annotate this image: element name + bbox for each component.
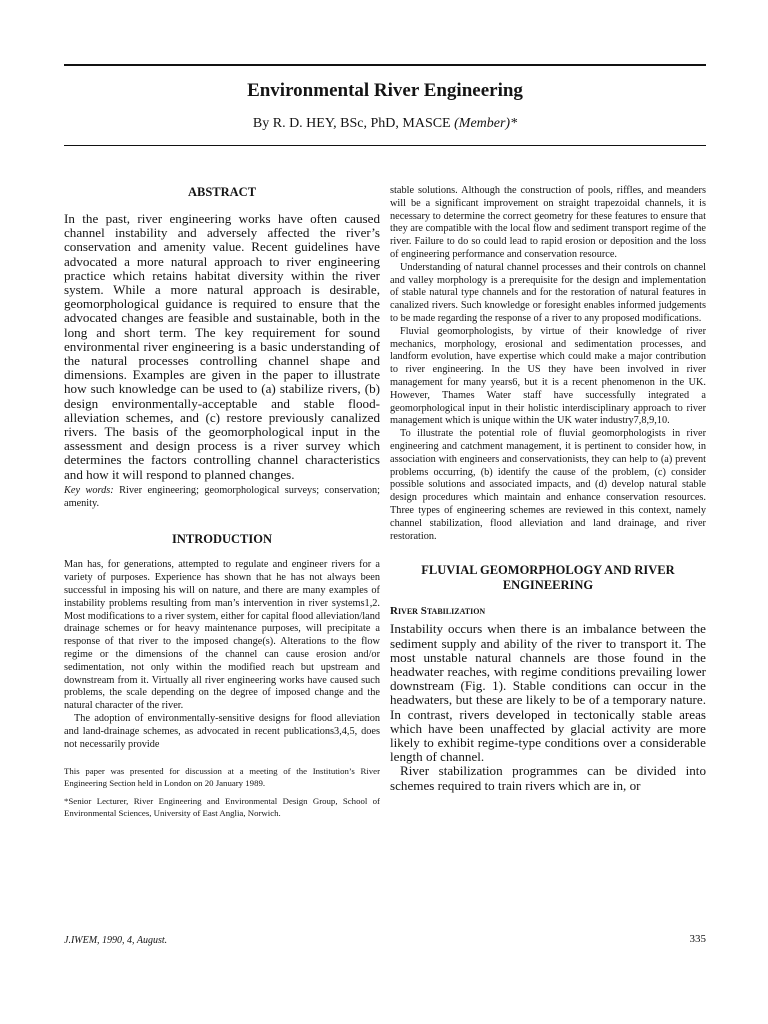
paper-title: Environmental River Engineering (247, 80, 523, 101)
stabilization-paragraph-1: Instability occurs when there is an imbalance between the sediment supply and ability of the river to transport it. The most unstable natural channels are those found in the headwater reaches, with regime conditions prevailing lower downstream (Fig. 1). Stable conditions can occur in the headwaters, but these are likely to be of a temporary nature. In contrast, rivers developed in tectonically stable areas which have been unaffected by glacial activity are more likely to exhibit regime-type conditions over a considerable length of channel. (390, 621, 706, 765)
body-paragraph-3: Fluvial geomorphologists, by virtue of their knowledge of river mechanics, morphology, erosional and sedimentation processes, and landform evolution, have expertise which could make a major contribution to river engineering. In the US they have been involved in river management for many years6, but it is a recent phenomenon in the UK. However, Thames Water staff have successfully integrated a geomorphological input in their holistic interdisciplinary approach to river management which is unique within the UK water industry7,8,9,10. (390, 325, 706, 427)
header-rule (64, 145, 706, 146)
keywords-text: River engineering; geomorphological surveys; conservation; amenity. (64, 484, 380, 509)
abstract-heading: ABSTRACT (187, 185, 257, 199)
journal-citation: J.IWEM, 1990, 4, August. (64, 935, 168, 946)
fluvial-heading: FLUVIAL GEOMORPHOLOGY AND RIVER ENGINEERING (421, 563, 675, 593)
footnote-author: *Senior Lecturer, River Engineering and Environmental Design Group, School of Environmental Sciences, University of East Anglia, Norwich. (64, 796, 380, 819)
body-paragraph-1: stable solutions. Although the construction of pools, riffles, and meanders will be a significant improvement on straight trapezoidal channels, it is necessary to determine the correct geometry for these features to ensure that they are compatible with the local flow and sediment transport regime of the river. Failure to do so could lead to rapid erosion or deposition and the loss of engineering performance and conservation resource. (390, 185, 706, 260)
introduction-heading: INTRODUCTION (171, 532, 272, 547)
stabilization-paragraph-2: River stabilization programmes can be divided into schemes required to train rivers which are in, or (390, 763, 706, 793)
body-paragraph-2: Understanding of natural channel processes and their controls on channel and valley morphology is a prerequisite for the design and implementation of stable natural type channels and for the restoration of natural features in canalized rivers. Such knowledge or foresight enables informed judgements to be made regarding the response of a river to any proposed modifications. (390, 261, 706, 324)
byline-member: (Member)* (454, 116, 518, 131)
left-column (64, 185, 380, 819)
abstract-text: In the past, river engineering works have often caused channel instability and adversely affected the river’s conservation and amenity value. Recent guidelines have advocated a more natural approach to river engineering practice which retains habitat diversity within the river system. While a more natural approach is desirable, geomorphological guidance is required to ensure that the advocated changes are feasible and sustainable, both in the long and short term. The key requirement for sound environmental river engineering is a basic understanding of the natural processes controlling channel shape and dimensions. Examples are given in the paper to illustrate how such knowledge can be used to (a) stabilize rivers, (b) design environmentally-acceptable and stable flood-alleviation schemes, and (c) restore previously canalized rivers. The basis of the geomorphological input in the assessment and design process is a river survey which determines the factors controlling channel characteristics and how it will respond to planned changes. (64, 211, 380, 482)
byline (64, 116, 706, 132)
keywords-label: Key words: (64, 484, 114, 496)
byline-author: By R. D. HEY, BSc, PhD, MASCE (252, 116, 451, 131)
top-rule (64, 64, 706, 66)
keywords (64, 485, 380, 511)
introduction-paragraph-2: The adoption of environmentally-sensitive designs for flood alleviation and land-drainage schemes, as advocated in recent publications3,4,5, does not necessarily provide (64, 713, 380, 750)
right-column (390, 185, 706, 793)
page-number: 335 (689, 933, 706, 945)
footnote-presentation: This paper was presented for discussion at a meeting of the Institution’s River Engineering Section held in London on 20 January 1989. (64, 766, 380, 789)
body-paragraph-4: To illustrate the potential role of fluvial geomorphologists in river engineering and catchment management, it is pertinent to consider how, in association with engineers and conservationists, they can help to (a) prevent problems occurring, (b) identify the cause of the problem, (c) consider possible solutions and associated impacts, and (d) develop natural stable design procedures which maintain and enhance conservation resources. Three types of engineering schemes are reviewed in this context, namely channel stabilization, flood alleviation and land drainage, and river restoration. (390, 428, 706, 542)
introduction-paragraph-1: Man has, for generations, attempted to regulate and engineer rivers for a variety of purposes. Experience has shown that he has not always been successful in imposing his will on nature, and there are many examples of instability problems resulting from man’s intervention in river systems1,2. Most modifications to a river system, either for capital flood alleviation/land drainage schemes or for heavy maintenance purposes, will precipitate a response of that river to the imposed change(s). Alterations to the flow regime or the dimensions of the channel can cause erosion and/or sedimentation, not only within the modified reach but upstream and downstream from it. Virtually all river engineering works have caused such problems, the scale depending on the degree of imposed change and the natural character of the river. (64, 559, 380, 712)
river-stabilization-subheading: River Stabilization (390, 605, 486, 618)
